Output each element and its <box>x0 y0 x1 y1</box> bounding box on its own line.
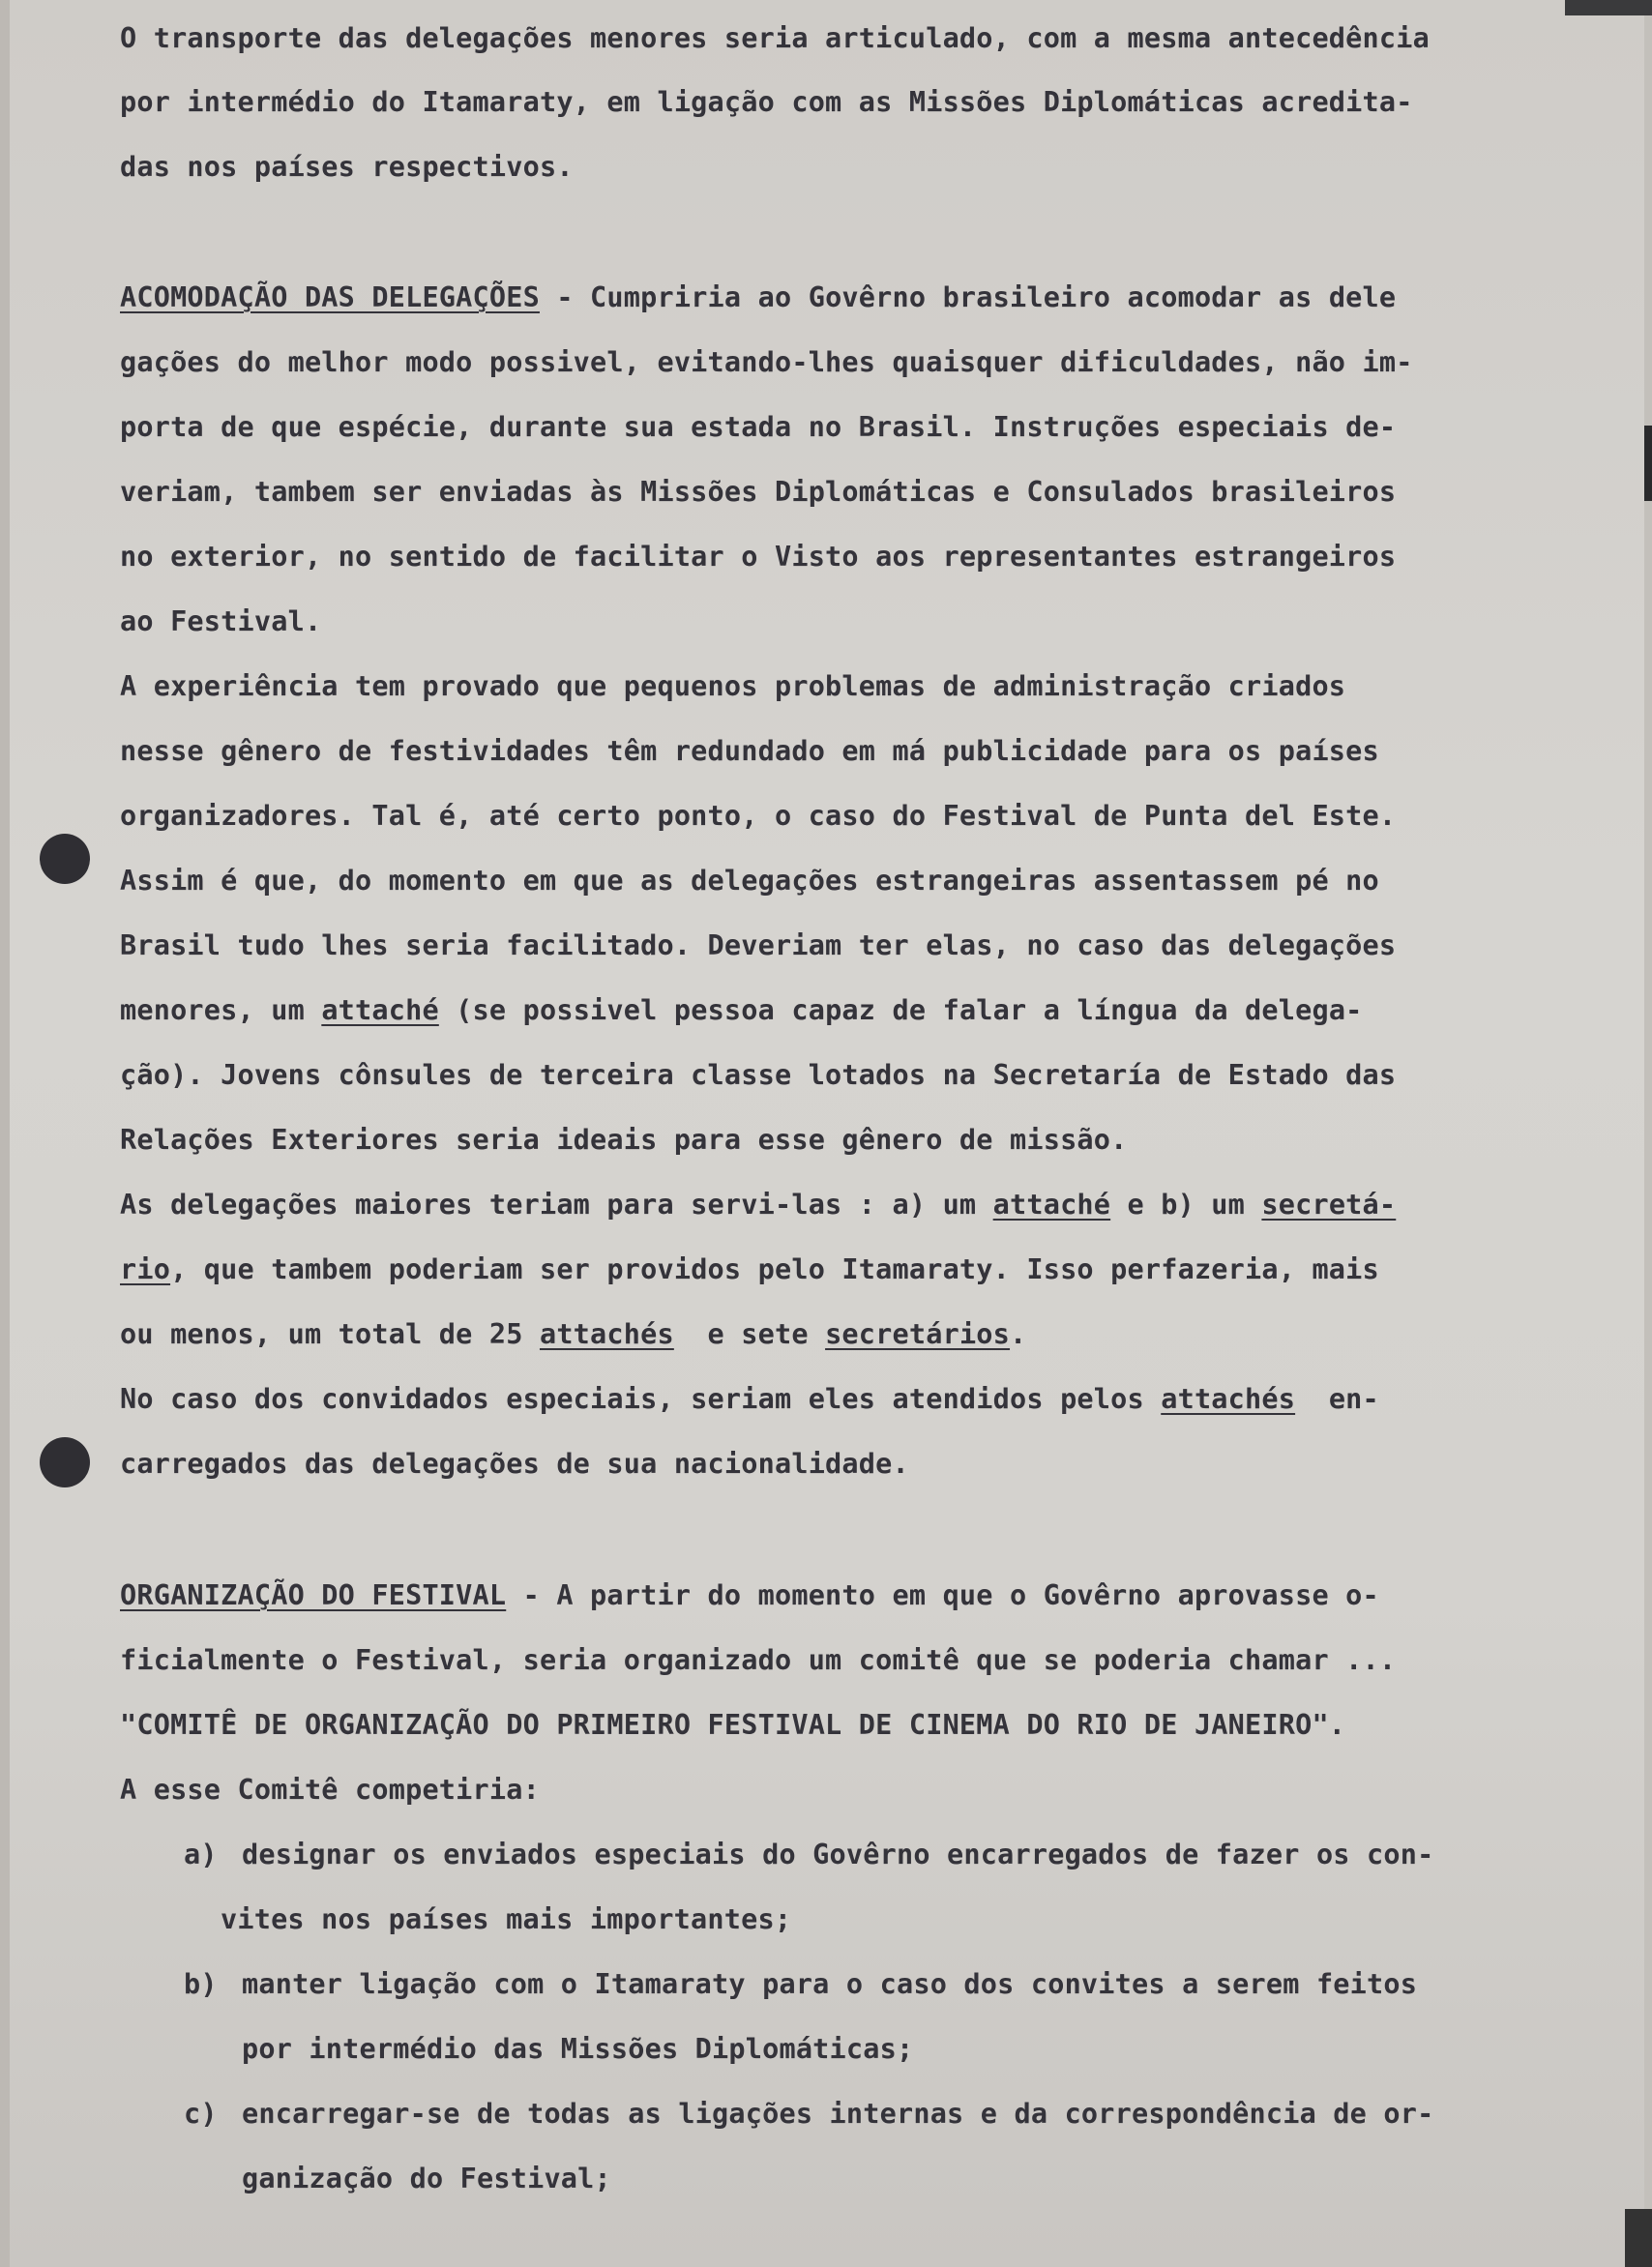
section-heading-organization: ORGANIZAÇÃO DO FESTIVAL <box>120 1579 507 1611</box>
text-line: As delegações maiores teriam para servi-las : a) um attaché e b) um secretá- <box>120 1189 1397 1221</box>
text-line: ou menos, um total de 25 attachés e sete secretários. <box>120 1318 1027 1350</box>
text-line: Brasil tudo lhes seria facilitado. Deveriam ter elas, no caso das delegações <box>120 929 1397 961</box>
section-heading-accommodation: ACOMODAÇÃO DAS DELEGAÇÕES <box>120 281 540 313</box>
punch-hole-top <box>40 834 90 884</box>
list-item-continued: por intermédio das Missões Diplomáticas; <box>242 2033 914 2065</box>
text-line: ção). Jovens cônsules de terceira classe lotados na Secretaría de Estado das <box>120 1059 1397 1091</box>
text-line: por intermédio do Itamaraty, em ligação com as Missões Diplomáticas acredita- <box>120 86 1413 118</box>
punch-hole-bottom <box>40 1437 90 1487</box>
term-attaches: attachés <box>1161 1383 1296 1415</box>
list-item: designar os enviados especiais do Govêrno encarregados de fazer os con- <box>242 1839 1434 1870</box>
text-line: Assim é que, do momento em que as delegações estrangeiras assentassem pé no <box>120 865 1379 897</box>
text-line: ao Festival. <box>120 605 322 637</box>
list-item: manter ligação com o Itamaraty para o caso dos convites a serem feitos <box>242 1968 1418 2000</box>
list-item-continued: vites nos países mais importantes; <box>221 1903 792 1935</box>
list-item-label: a) <box>184 1839 218 1870</box>
text-line: gações do melhor modo possivel, evitando-lhes quaisquer dificuldades, não im- <box>120 346 1413 378</box>
text-line: Relações Exteriores seria ideais para esse gênero de missão. <box>120 1124 1128 1156</box>
corner-mark <box>1565 0 1652 15</box>
text-line: O transporte das delegações menores seria articulado, com a mesma antecedência <box>120 22 1430 54</box>
text-line: A experiência tem provado que pequenos problemas de administração criados <box>120 670 1346 702</box>
text-line: ficialmente o Festival, seria organizado um comitê que se poderia chamar ... <box>120 1644 1397 1676</box>
accommodation-line-1: ACOMODAÇÃO DAS DELEGAÇÕES - Cumpriria ao Govêrno brasileiro acomodar as dele <box>120 281 1397 313</box>
text-line: nesse gênero de festividades têm redundado em má publicidade para os países <box>120 735 1379 767</box>
term-secretario-end: rio <box>120 1253 171 1285</box>
text-line: no exterior, no sentido de facilitar o Visto aos representantes estrangeiros <box>120 541 1397 573</box>
organization-line-1: ORGANIZAÇÃO DO FESTIVAL - A partir do momento em que o Govêrno aprovasse o- <box>120 1579 1379 1611</box>
bottom-corner-mark <box>1625 2209 1652 2267</box>
page-left-edge <box>0 0 10 2267</box>
term-attache: attaché <box>321 994 439 1026</box>
list-item-continued: ganização do Festival; <box>242 2163 611 2194</box>
text-line: No caso dos convidados especiais, seriam eles atendidos pelos attachés en- <box>120 1383 1379 1415</box>
text-line: porta de que espécie, durante sua estada no Brasil. Instruções especiais de- <box>120 411 1397 443</box>
text-line: das nos países respectivos. <box>120 151 574 183</box>
binder-clip-mark <box>1644 426 1652 501</box>
text-line: veriam, tambem ser enviadas às Missões Diplomáticas e Consulados brasileiros <box>120 476 1397 508</box>
text-line: menores, um attaché (se possivel pessoa capaz de falar a língua da delega- <box>120 994 1363 1026</box>
list-item-label: c) <box>184 2098 218 2130</box>
text-line: organizadores. Tal é, até certo ponto, o caso do Festival de Punta del Este. <box>120 800 1397 832</box>
term-secretario: secretá- <box>1261 1189 1397 1221</box>
term-attaches: attachés <box>539 1318 674 1350</box>
text-line: "COMITÊ DE ORGANIZAÇÃO DO PRIMEIRO FESTIVAL DE CINEMA DO RIO DE JANEIRO". <box>120 1709 1346 1741</box>
page-right-edge <box>1644 0 1652 2267</box>
text-line: rio, que tambem poderiam ser providos pelo Itamaraty. Isso perfazeria, mais <box>120 1253 1379 1285</box>
term-attache: attaché <box>992 1189 1111 1221</box>
text-line: carregados das delegações de sua nacionalidade. <box>120 1448 909 1480</box>
term-secretarios: secretários <box>825 1318 1011 1350</box>
list-item-label: b) <box>184 1968 218 2000</box>
list-item: encarregar-se de todas as ligações internas e da correspondência de or- <box>242 2098 1434 2130</box>
text-line: A esse Comitê competiria: <box>120 1774 540 1806</box>
